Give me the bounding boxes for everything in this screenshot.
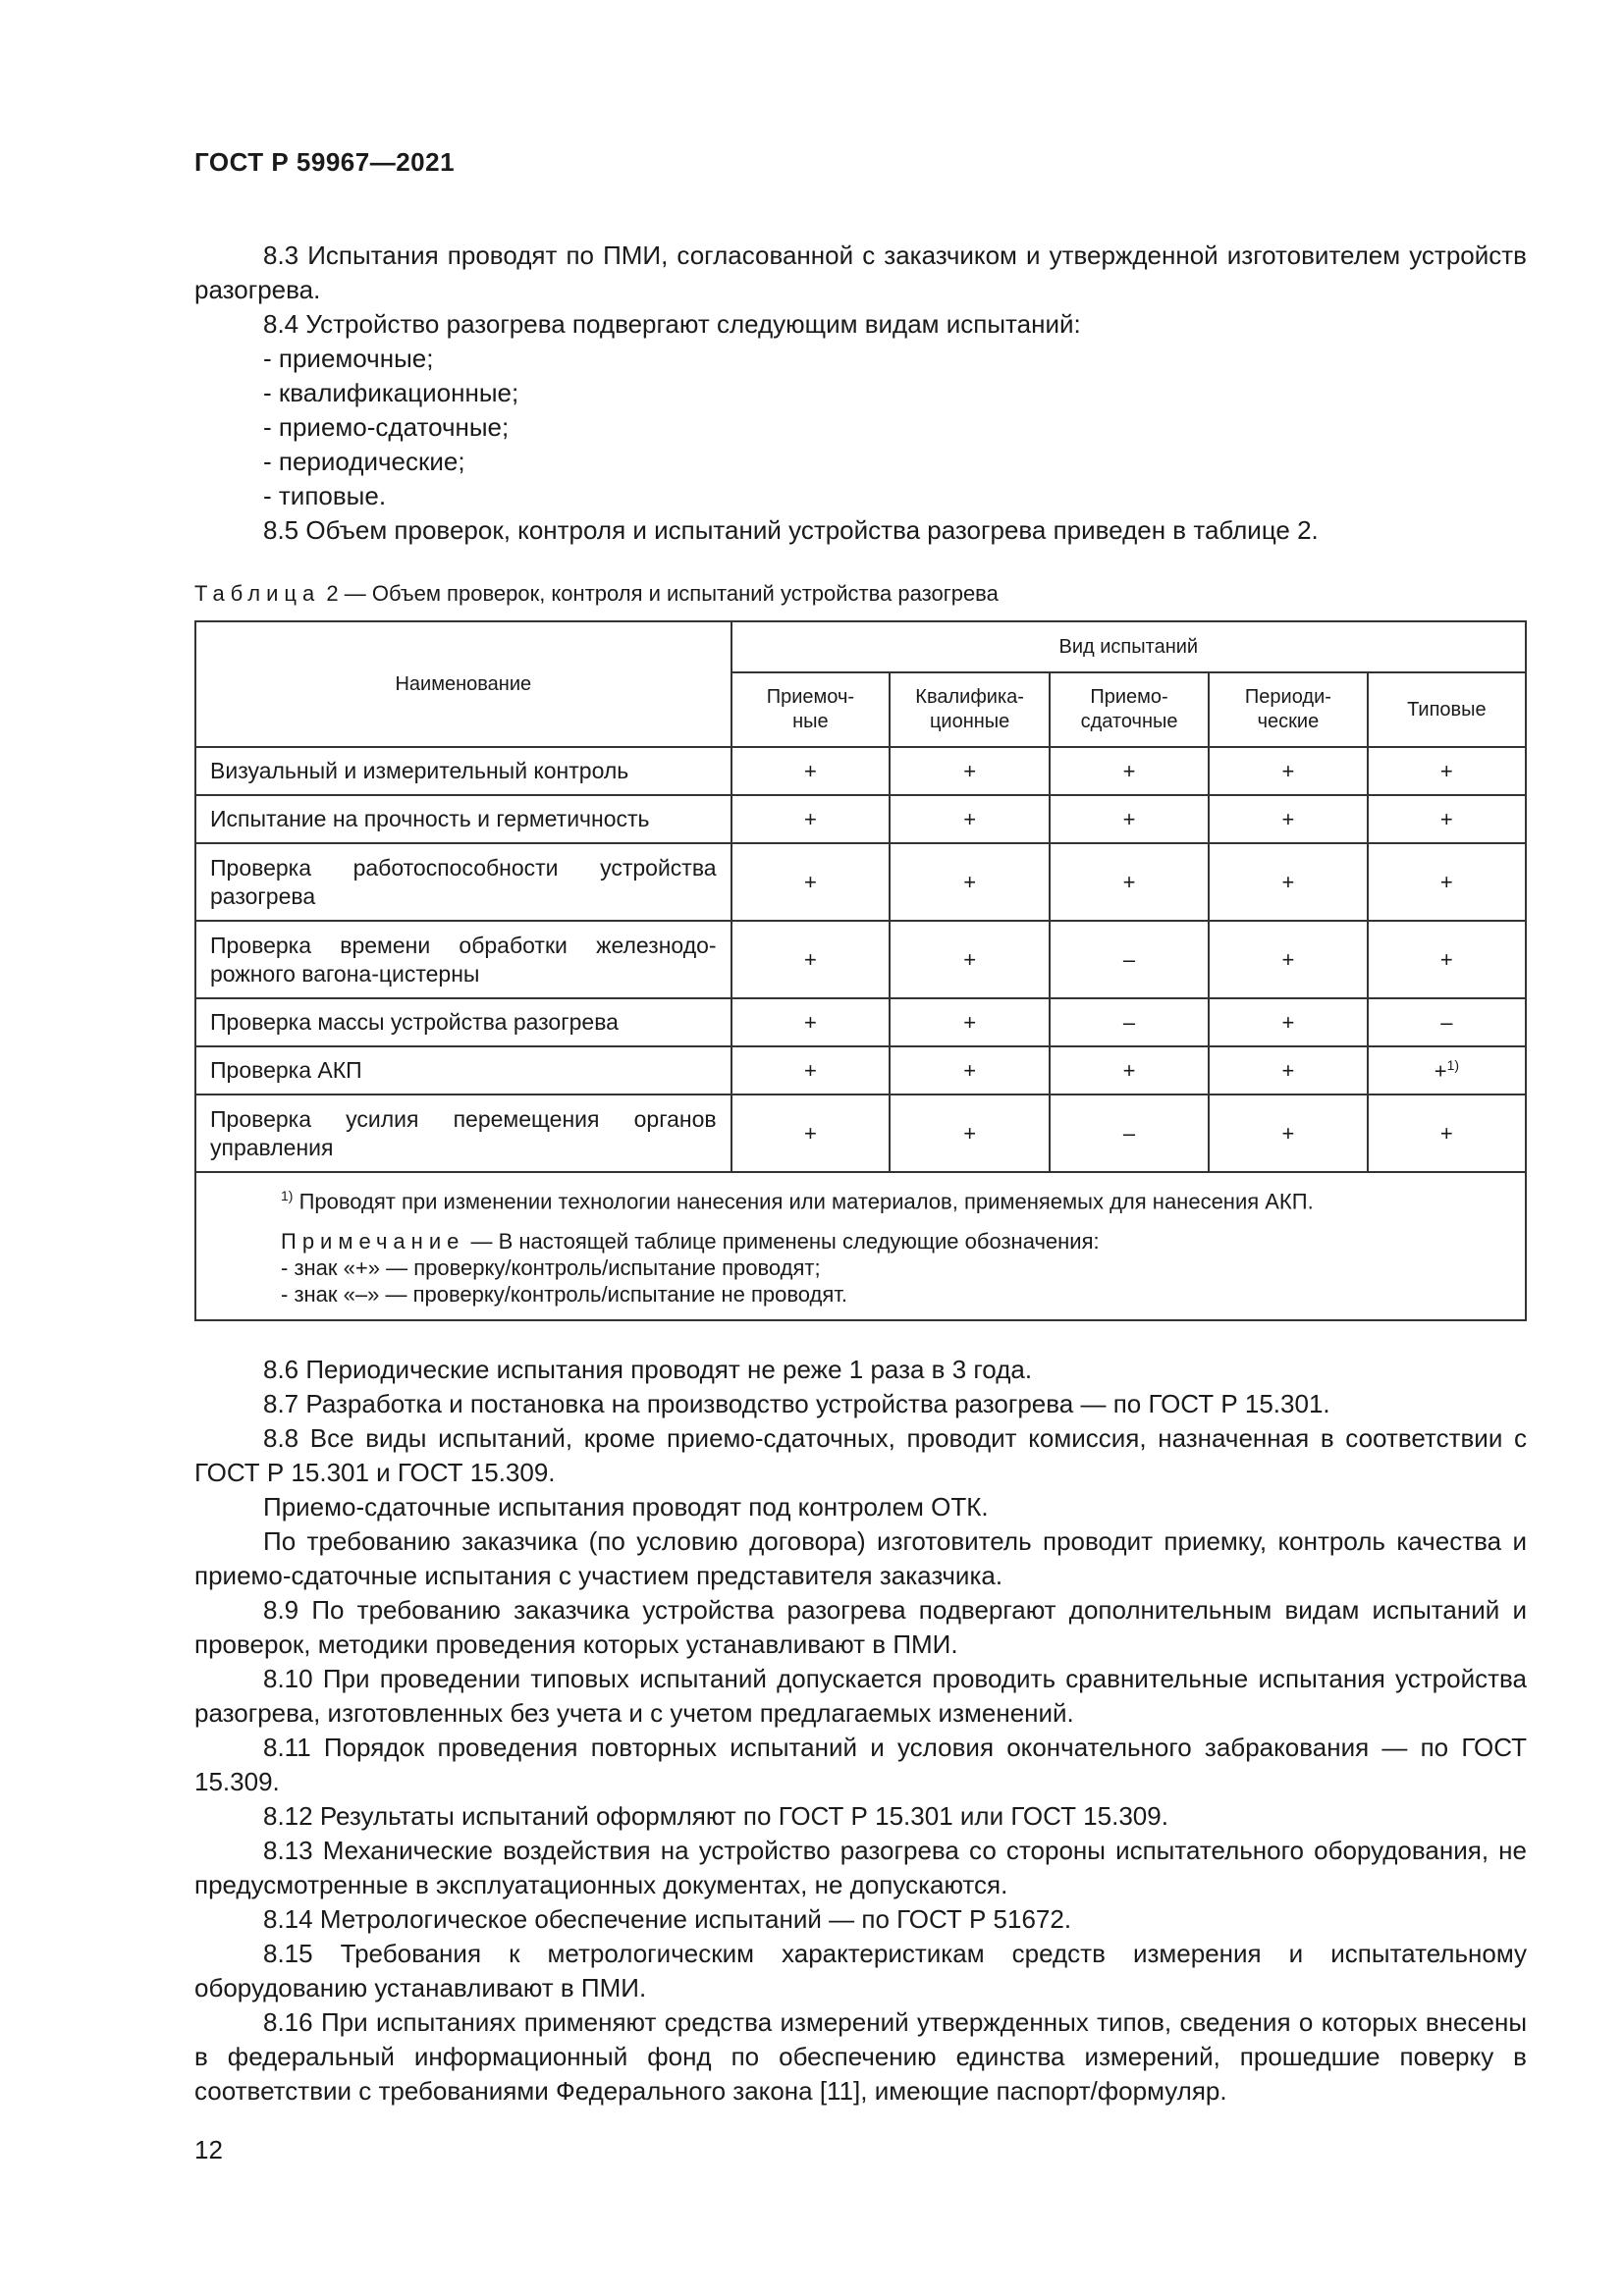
- row-mark: +: [890, 921, 1050, 998]
- tests-table: [194, 620, 1527, 1321]
- paragraph: 8.7 Разработка и постановка на производство устройства разогрева — по ГОСТ Р 15.301.: [263, 1389, 1330, 1419]
- paragraph-8-4: 8.4 Устройство разогрева подвергают следующим видам испытаний:: [263, 309, 1081, 339]
- test-type-item: - приемочные;: [263, 344, 434, 373]
- paragraph: 8.14 Метрологическое обеспечение испытаний — по ГОСТ Р 51672.: [263, 1904, 1072, 1935]
- row-name: Проверка времени обработки железнодо-рожного вагона-цистерны: [195, 921, 731, 998]
- table-row: [195, 843, 1526, 921]
- col-header-group: Вид испытаний: [731, 621, 1526, 672]
- row-mark: +: [1209, 1095, 1368, 1172]
- row-mark: +: [1050, 843, 1209, 921]
- row-mark: +: [1368, 747, 1526, 795]
- row-name: Проверка усилия перемещения органов управления: [195, 1095, 731, 1172]
- test-type-item: - приемо-сдаточные;: [263, 412, 510, 442]
- paragraph: По требованию заказчика (по условию договора) изготовитель проводит приемку, контроль качества и приемо-сдаточные испытания с участием представителя заказчика.: [194, 1526, 1527, 1591]
- row-mark: +: [1209, 1046, 1368, 1095]
- paragraph: 8.8 Все виды испытаний, кроме приемо-сдаточных, проводит комиссия, назначенная в соответствии с ГОСТ Р 15.301 и ГОСТ 15.309.: [194, 1423, 1527, 1488]
- row-mark: +: [1050, 747, 1209, 795]
- table-note: [281, 1228, 1511, 1255]
- row-mark: +: [890, 747, 1050, 795]
- row-name: Проверка работоспособности устройства разогрева: [195, 843, 731, 921]
- row-mark: +: [890, 795, 1050, 843]
- test-type-item: - периодические;: [263, 447, 465, 476]
- row-mark: –: [1050, 1095, 1209, 1172]
- row-mark: +: [1209, 998, 1368, 1046]
- note-line: - знак «+» — проверку/контроль/испытание проводят;: [281, 1255, 821, 1281]
- paragraph-8-3: 8.3 Испытания проводят по ПМИ, согласованной с заказчиком и утвержденной изготовителем устройств разогрева.: [194, 240, 1527, 304]
- table-row: [195, 1095, 1526, 1172]
- table-row: [195, 921, 1526, 998]
- row-mark: +: [1209, 747, 1368, 795]
- table-caption-label: Таблица: [194, 581, 321, 606]
- paragraph: 8.11 Порядок проведения повторных испытаний и условия окончательного забракования — по ГОСТ 15.309.: [194, 1733, 1527, 1797]
- test-type-item: - типовые.: [263, 481, 387, 510]
- row-mark: +: [731, 747, 891, 795]
- paragraph: 8.12 Результаты испытаний оформляют по ГОСТ Р 15.301 или ГОСТ 15.309.: [263, 1801, 1168, 1832]
- col-header-test-type: Типовые: [1368, 672, 1526, 747]
- row-mark: +: [1050, 795, 1209, 843]
- test-type-item: - квалификационные;: [263, 378, 519, 407]
- footnote-text: Проводят при изменении технологии нанесения или материалов, применяемых для нанесения АКП.: [298, 1189, 1314, 1214]
- row-mark: +: [731, 998, 891, 1046]
- row-mark: +: [1368, 1095, 1526, 1172]
- table-caption-text: 2 — Объем проверок, контроля и испытаний устройства разогрева: [326, 581, 999, 606]
- row-mark: +: [890, 1046, 1050, 1095]
- paragraph: Приемо-сдаточные испытания проводят под контролем ОТК.: [263, 1492, 989, 1522]
- row-mark: +: [731, 843, 891, 921]
- row-mark: +: [1368, 921, 1526, 998]
- paragraph-8-5: 8.5 Объем проверок, контроля и испытаний устройства разогрева приведен в таблице 2.: [263, 515, 1319, 545]
- page-number: 12: [194, 2135, 223, 2164]
- row-mark: +: [731, 921, 891, 998]
- row-mark: +: [1209, 795, 1368, 843]
- col-header-test-type: Квалифика- ционные: [890, 672, 1050, 747]
- table-body: [195, 747, 1526, 1172]
- row-mark: +: [1368, 843, 1526, 921]
- row-mark: –: [1050, 921, 1209, 998]
- paragraph: 8.16 При испытаниях применяют средства измерений утвержденных типов, сведения о которых внесены в федеральный информационный фонд по обеспечению единства измерений, прошедшие поверку в соответствии с требованиями Федерального закона [11], имеющие паспорт/формуляр.: [194, 2007, 1527, 2107]
- row-name: Испытание на прочность и герметичность: [195, 795, 731, 843]
- document-page: [194, 147, 1527, 2109]
- col-header-test-type: Приемоч- ные: [731, 672, 891, 747]
- note-lines: [281, 1255, 1511, 1308]
- table-row: [195, 998, 1526, 1046]
- row-mark: +: [890, 1095, 1050, 1172]
- row-mark: +: [731, 1046, 891, 1095]
- paragraph: 8.15 Требования к метрологическим характеристикам средств измерения и испытательному оборудованию устанавливают в ПМИ.: [194, 1939, 1527, 2003]
- row-name: Проверка массы устройства разогрева: [195, 998, 731, 1046]
- table-footer-row: [195, 1172, 1526, 1320]
- paragraphs-after-table: [194, 1353, 1527, 2109]
- paragraph: 8.6 Периодические испытания проводят не реже 1 раза в 3 года.: [263, 1355, 1033, 1385]
- row-mark: +: [1209, 843, 1368, 921]
- document-header: ГОСТ Р 59967—2021: [194, 147, 456, 177]
- row-mark: +: [890, 998, 1050, 1046]
- table-footer: [195, 1172, 1526, 1320]
- col-header-name: Наименование: [195, 621, 731, 747]
- note-line: - знак «–» — проверку/контроль/испытание не проводят.: [281, 1282, 848, 1308]
- paragraph: 8.9 По требованию заказчика устройства разогрева подвергают дополнительным видам испытаний и проверок, методики проведения которых устанавливают в ПМИ.: [194, 1595, 1527, 1660]
- note-text: — В настоящей таблице применены следующие обозначения:: [470, 1229, 1100, 1255]
- table-row: [195, 1046, 1526, 1095]
- col-header-test-type: Приемо- сдаточные: [1050, 672, 1209, 747]
- row-mark: –: [1368, 998, 1526, 1046]
- row-mark: +$^{1)}$: [1368, 1046, 1526, 1095]
- note-label: Примечание: [281, 1229, 465, 1255]
- table-header-row-1: [195, 621, 1526, 672]
- row-name: Визуальный и измерительный контроль: [195, 747, 731, 795]
- row-mark: +: [890, 843, 1050, 921]
- table-row: [195, 795, 1526, 843]
- row-mark: +: [1209, 921, 1368, 998]
- paragraph: 8.13 Механические воздействия на устройство разогрева со стороны испытательного оборудования, не предусмотренные в эксплуатационных документах, не допускаются.: [194, 1836, 1527, 1900]
- row-mark: –: [1050, 998, 1209, 1046]
- row-name: Проверка АКП: [195, 1046, 731, 1095]
- table-caption: [194, 581, 1527, 607]
- footnote-ref: 1): [1446, 1056, 1460, 1073]
- row-mark: +: [1050, 1046, 1209, 1095]
- row-mark: +: [731, 795, 891, 843]
- row-mark: +: [731, 1095, 891, 1172]
- test-types-list: [194, 342, 1527, 513]
- footnote-mark: 1): [281, 1188, 294, 1203]
- table-row: [195, 747, 1526, 795]
- row-mark: +: [1368, 795, 1526, 843]
- paragraph: 8.10 При проведении типовых испытаний допускается проводить сравнительные испытания устройства разогрева, изготовленных без учета и с учетом предлагаемых изменений.: [194, 1664, 1527, 1729]
- col-header-test-type: Периоди- ческие: [1209, 672, 1368, 747]
- table-footnote: [281, 1183, 1511, 1214]
